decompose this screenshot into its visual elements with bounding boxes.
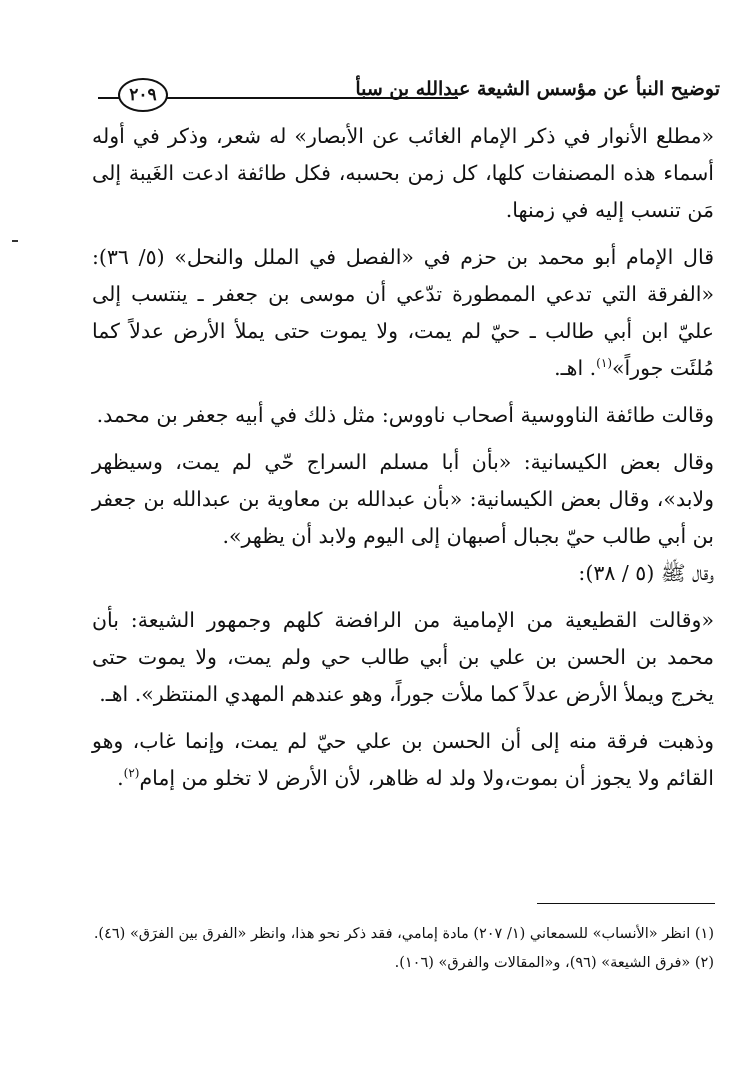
footnote-2: (٢) «فرق الشيعة» (٩٦)، و«المقالات والفرق» (١٠٦). bbox=[394, 955, 714, 971]
paragraph-3: وقالت طائفة الناووسية أصحاب ناووس: مثل ذلك في أبيه جعفر بن محمد. bbox=[96, 403, 714, 427]
paragraph-5: وقال ﷺ (٥ / ٣٨): bbox=[578, 561, 714, 585]
running-header bbox=[98, 70, 720, 116]
footnote-ref-2[interactable]: (٢) bbox=[123, 766, 140, 781]
footnote-separator bbox=[537, 903, 715, 904]
paragraph-6: «وقالت القطيعية من الإمامية من الرافضة كلهم وجمهور الشيعة: بأن محمد بن الحسن بن علي بن أبي طالب حي ولم يمت، ولا يموت حتى يخرج ويملأ الأرض عدلاً كما ملأت جوراً، وهو عندهم المهدي المنتظر». اهـ. bbox=[92, 608, 714, 706]
main-text bbox=[92, 118, 714, 797]
paragraph-7-tail: . bbox=[117, 766, 124, 790]
paragraph-2-tail: . اهـ. bbox=[554, 356, 597, 380]
paragraph-2 bbox=[92, 239, 714, 387]
paragraph-7 bbox=[92, 723, 714, 797]
footnote-ref-1[interactable]: (١) bbox=[596, 356, 612, 371]
header-rule-left bbox=[98, 97, 120, 99]
footnote-1: (١) انظر «الأنساب» للسمعاني (١/ ٢٠٧) مادة إمامي، فقد ذكر نحو هذا، وانظر «الفرق بين الفرَق» (٤٦). bbox=[93, 926, 714, 942]
paragraph-2-text: قال الإمام أبو محمد بن حزم في «الفصل في الملل والنحل» (٥/ ٣٦): «الفرقة التي تدعي الممطورة تدّعي أن موسى بن جعفر ـ ينتسب إلى عليّ ابن أبي طالب ـ حيّ لم يمت، ولا يموت حتى يملأ الأرض عدلاً كما مُلئَت جوراً» bbox=[92, 245, 714, 380]
page-number: ٢٠٩ bbox=[118, 78, 168, 112]
paragraph-7-text: وذهبت فرقة منه إلى أن الحسن بن علي حيّ لم يمت، وإنما غاب، وهو القائم ولا يجوز أن بموت،ولا ولد له ظاهر، لأن الأرض لا تخلو من إمام bbox=[92, 729, 714, 790]
paragraph-4: وقال بعض الكيسانية: «بأن أبا مسلم السراج حّي لم يمت، وسيظهر ولابد»، وقال بعض الكيسانية: «بأن عبدالله بن معاوية بن عبدالله بن جعفر بن أبي طالب حيّ بجبال أصبهان إلى اليوم ولابد أن يظهر». bbox=[92, 450, 714, 548]
book-title: توضيح النبأ عن مؤسس الشيعة عبدالله بن سبأ bbox=[355, 78, 720, 100]
margin-mark bbox=[12, 240, 18, 242]
paragraph-1: «مطلع الأنوار في ذكر الإمام الغائب عن الأبصار» له شعر، وذكر في أوله أسماء هذه المصنفات كلها، كل زمن بحسبه، فكل طائفة ادعت الغَيبة إلى مَن تنسب إليه في زمنها. bbox=[92, 124, 714, 222]
header-rule bbox=[160, 97, 458, 99]
footnotes bbox=[92, 920, 714, 978]
